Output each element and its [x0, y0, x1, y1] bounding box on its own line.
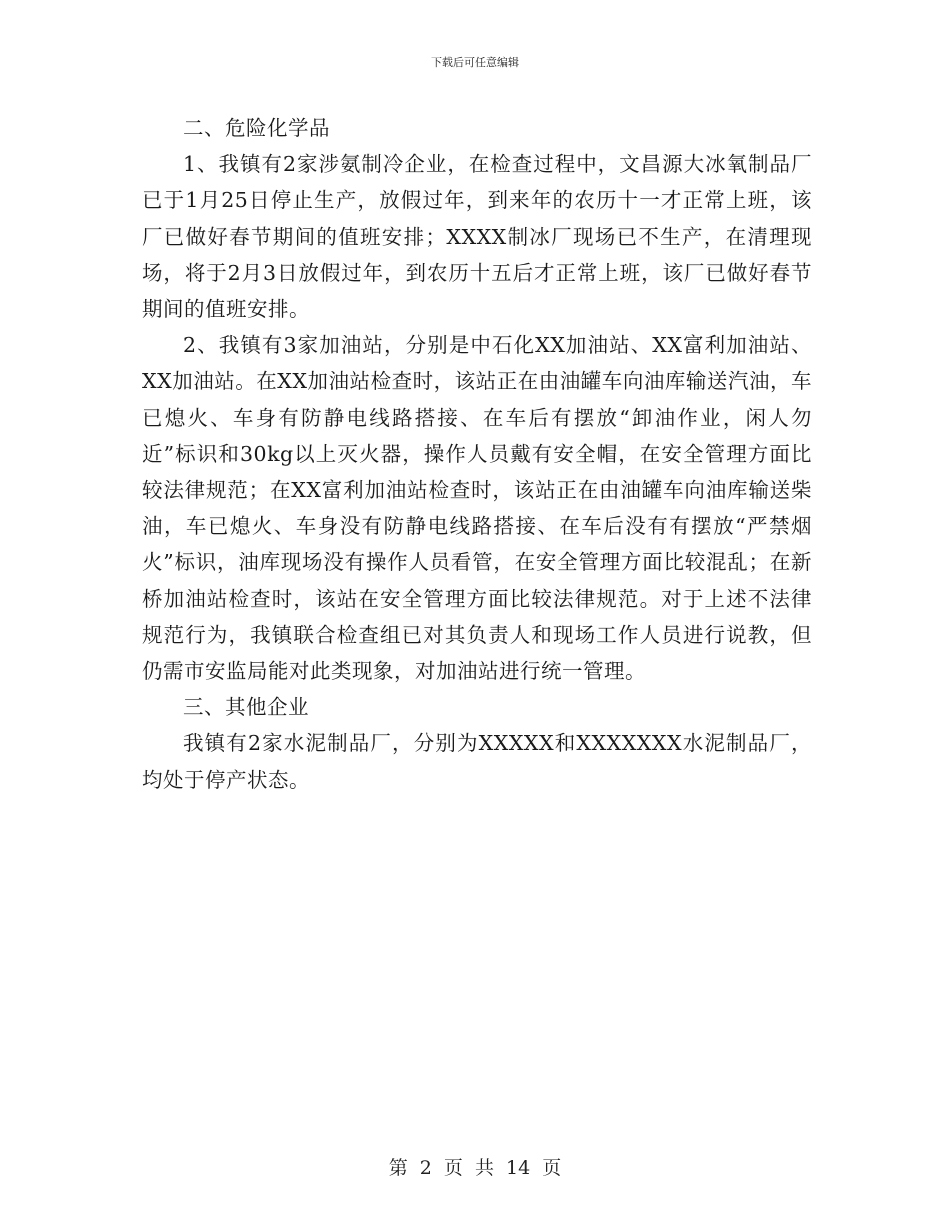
- paragraph-cement-plants: 我镇有2家水泥制品厂，分别为XXXXX和XXXXXXX水泥制品厂，均处于停产状态。: [142, 731, 812, 792]
- page-header: 下载后可任意编辑: [431, 56, 519, 69]
- page-number-footer: 第 2 页 共 14 页: [388, 1157, 562, 1179]
- paragraph-ammonia-refrigeration: 1、我镇有2家涉氨制冷企业，在检查过程中，文昌源大冰氧制品厂已于1月25日停止生产，放假过年，到来年的农历十一才正常上班，该厂已做好春节期间的值班安排；XXXX制冰厂现场已不生产，在清理现场，将于2月3日放假过年，到农历十五后才正常上班，该厂已做好春节期间的值班安排。: [142, 152, 812, 322]
- section-heading-hazardous-chemicals: 二、危险化学品: [183, 116, 330, 140]
- document-body: [142, 110, 812, 798]
- section-heading-other-enterprises: 三、其他企业: [183, 695, 309, 720]
- paragraph-gas-stations: 2、我镇有3家加油站，分别是中石化XX加油站、XX富利加油站、XX加油站。在XX加油站检查时，该站正在由油罐车向油库输送汽油，车已熄火、车身有防静电线路搭接、在车后有摆放“卸油作业，闲人勿近”标识和30kg以上灭火器，操作人员戴有安全帽，在安全管理方面比较法律规范；在XX富利加油站检查时，该站正在由油罐车向油库输送柴油，车已熄火、车身没有防静电线路搭接、在车后没有有摆放“严禁烟火”标识，油库现场没有操作人员看管，在安全管理方面比较混乱；在新桥加油站检查时，该站在安全管理方面比较法律规范。对于上述不法律规范行为，我镇联合检查组已对其负责人和现场工作人员进行说教，但仍需市安监局能对此类现象，对加油站进行统一管理。: [142, 333, 812, 684]
